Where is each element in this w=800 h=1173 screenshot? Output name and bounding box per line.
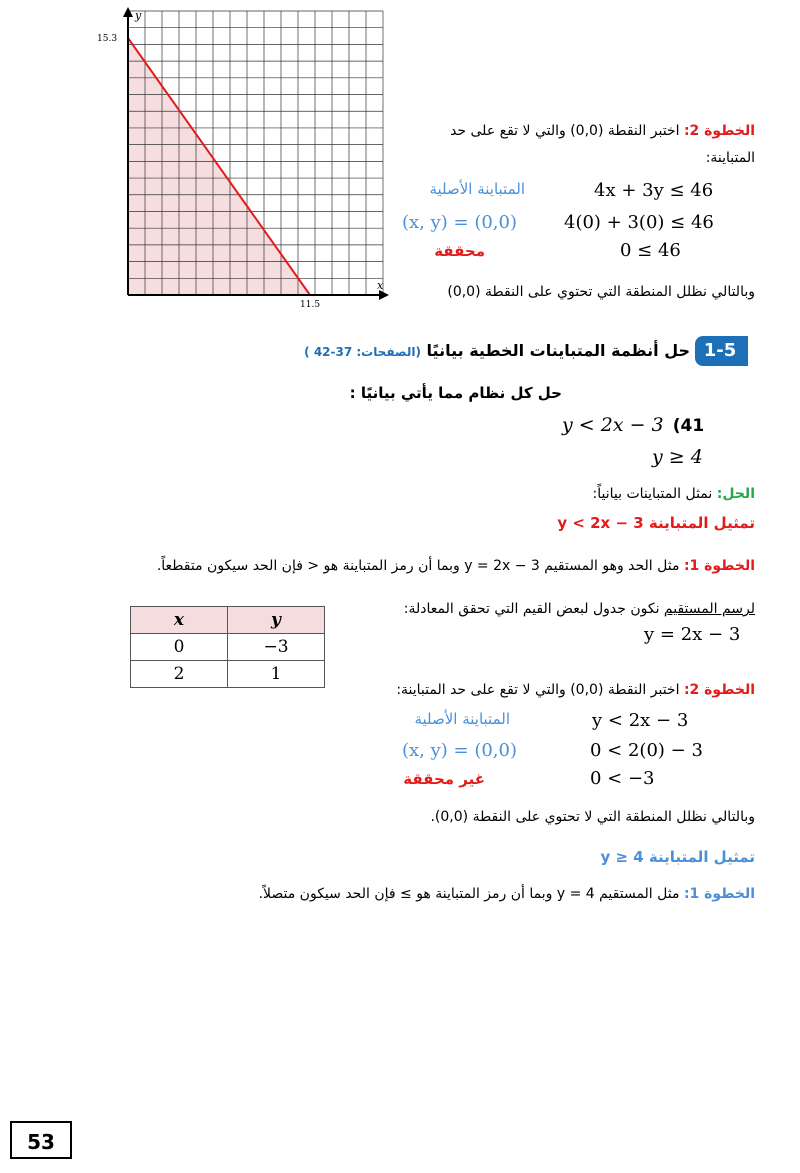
problem-41-line	[562, 414, 704, 436]
x-axis-label: x	[377, 279, 384, 292]
inequality-graph	[95, 5, 395, 315]
problem-ineq1: y < 2x − 3	[562, 414, 664, 436]
original-label: المتباينة الأصلية	[414, 710, 510, 728]
lesson-pages: (الصفحات: 37-42 )	[304, 345, 421, 359]
step1-line	[157, 558, 755, 574]
problem-instruction: حل كل نظام مما يأتي بيانيًا :	[349, 384, 562, 402]
represent2-title: تمثيل المتباينة y ≥ 4	[600, 848, 755, 866]
step1b-text: مثل المستقيم y = 4 وبما أن رمز المتباينة هو ≥ فإن الحد سيكون متصلاً.	[258, 886, 680, 902]
step2-line	[396, 682, 755, 698]
lesson-title: حل أنظمة المتباينات الخطية بيانيًا	[426, 341, 690, 360]
top-step2-line	[450, 123, 755, 139]
solution-text: نمثل المتباينات بيانياً:	[592, 486, 713, 502]
represent1-title: تمثيل المتباينة y < 2x − 3	[557, 514, 755, 532]
table-cell: 1	[228, 661, 325, 688]
value-table	[130, 606, 325, 688]
y-axis-arrow	[123, 7, 133, 17]
lesson-title-line	[304, 341, 690, 360]
ineq-original: y < 2x − 3	[592, 710, 689, 731]
solution-label: الحل:	[716, 486, 755, 502]
table-intro	[404, 601, 755, 617]
result-label: غير محققة	[403, 770, 485, 788]
step2-text: اختبر النقطة (0,0) والتي لا تقع على حد المتباينة:	[396, 682, 680, 698]
table-header-x: x	[131, 607, 228, 634]
y-axis-label: y	[135, 9, 142, 22]
solution-line	[593, 486, 755, 502]
equation: y = 2x − 3	[644, 624, 741, 645]
step1b-label: الخطوة 1:	[683, 886, 755, 902]
top-ineq-original: 4x + 3y ≤ 46	[594, 180, 714, 201]
ineq-substituted: 0 < 2(0) − 3	[590, 740, 703, 761]
top-step2-text-cont: المتباينة:	[705, 150, 755, 166]
top-original-label: المتباينة الأصلية	[429, 180, 525, 198]
step1-label: الخطوة 1:	[683, 558, 755, 574]
y-intercept-label: 15.3	[97, 34, 118, 44]
table-header-row	[131, 607, 325, 634]
page-number: 53	[10, 1121, 72, 1159]
top-point-label: (x, y) = (0,0)	[402, 212, 518, 233]
ineq-result: 0 < −3	[590, 768, 655, 789]
x-intercept-label: 11.5	[300, 300, 321, 310]
top-conclusion: وبالتالي نظلل المنطقة التي تحتوي على النقطة (0,0)	[447, 284, 755, 300]
table-row	[131, 661, 325, 688]
point-label: (x, y) = (0,0)	[402, 740, 518, 761]
lesson-number-badge: 1-5	[695, 336, 745, 366]
step1-text: مثل الحد وهو المستقيم y = 2x − 3 وبما أن رمز المتباينة هو < فإن الحد سيكون متقطعاً.	[156, 558, 680, 574]
top-ineq-substituted: 4(0) + 3(0) ≤ 46	[564, 212, 714, 233]
table-cell: −3	[228, 634, 325, 661]
banner-accent	[745, 336, 748, 366]
top-step2-text: اختبر النقطة (0,0) والتي لا تقع على حد	[450, 123, 680, 139]
top-result-label: محققة	[434, 242, 485, 260]
table-row	[131, 634, 325, 661]
problem-ineq2: y ≥ 4	[652, 446, 703, 468]
table-intro-rest: نكون جدول لبعض القيم التي تحقق المعادلة:	[403, 601, 660, 617]
problem-number: (41	[672, 416, 705, 436]
conclusion: وبالتالي نظلل المنطقة التي لا تحتوي على النقطة (0,0).	[430, 809, 755, 825]
step2-label: الخطوة 2:	[683, 682, 755, 698]
table-cell: 0	[131, 634, 228, 661]
table-cell: 2	[131, 661, 228, 688]
table-header-y: y	[228, 607, 325, 634]
table-intro-underlined: لرسم المستقيم	[663, 601, 755, 617]
top-ineq-result: 0 ≤ 46	[620, 240, 681, 261]
top-step2-label: الخطوة 2:	[683, 123, 755, 139]
step1b-line	[259, 886, 755, 902]
